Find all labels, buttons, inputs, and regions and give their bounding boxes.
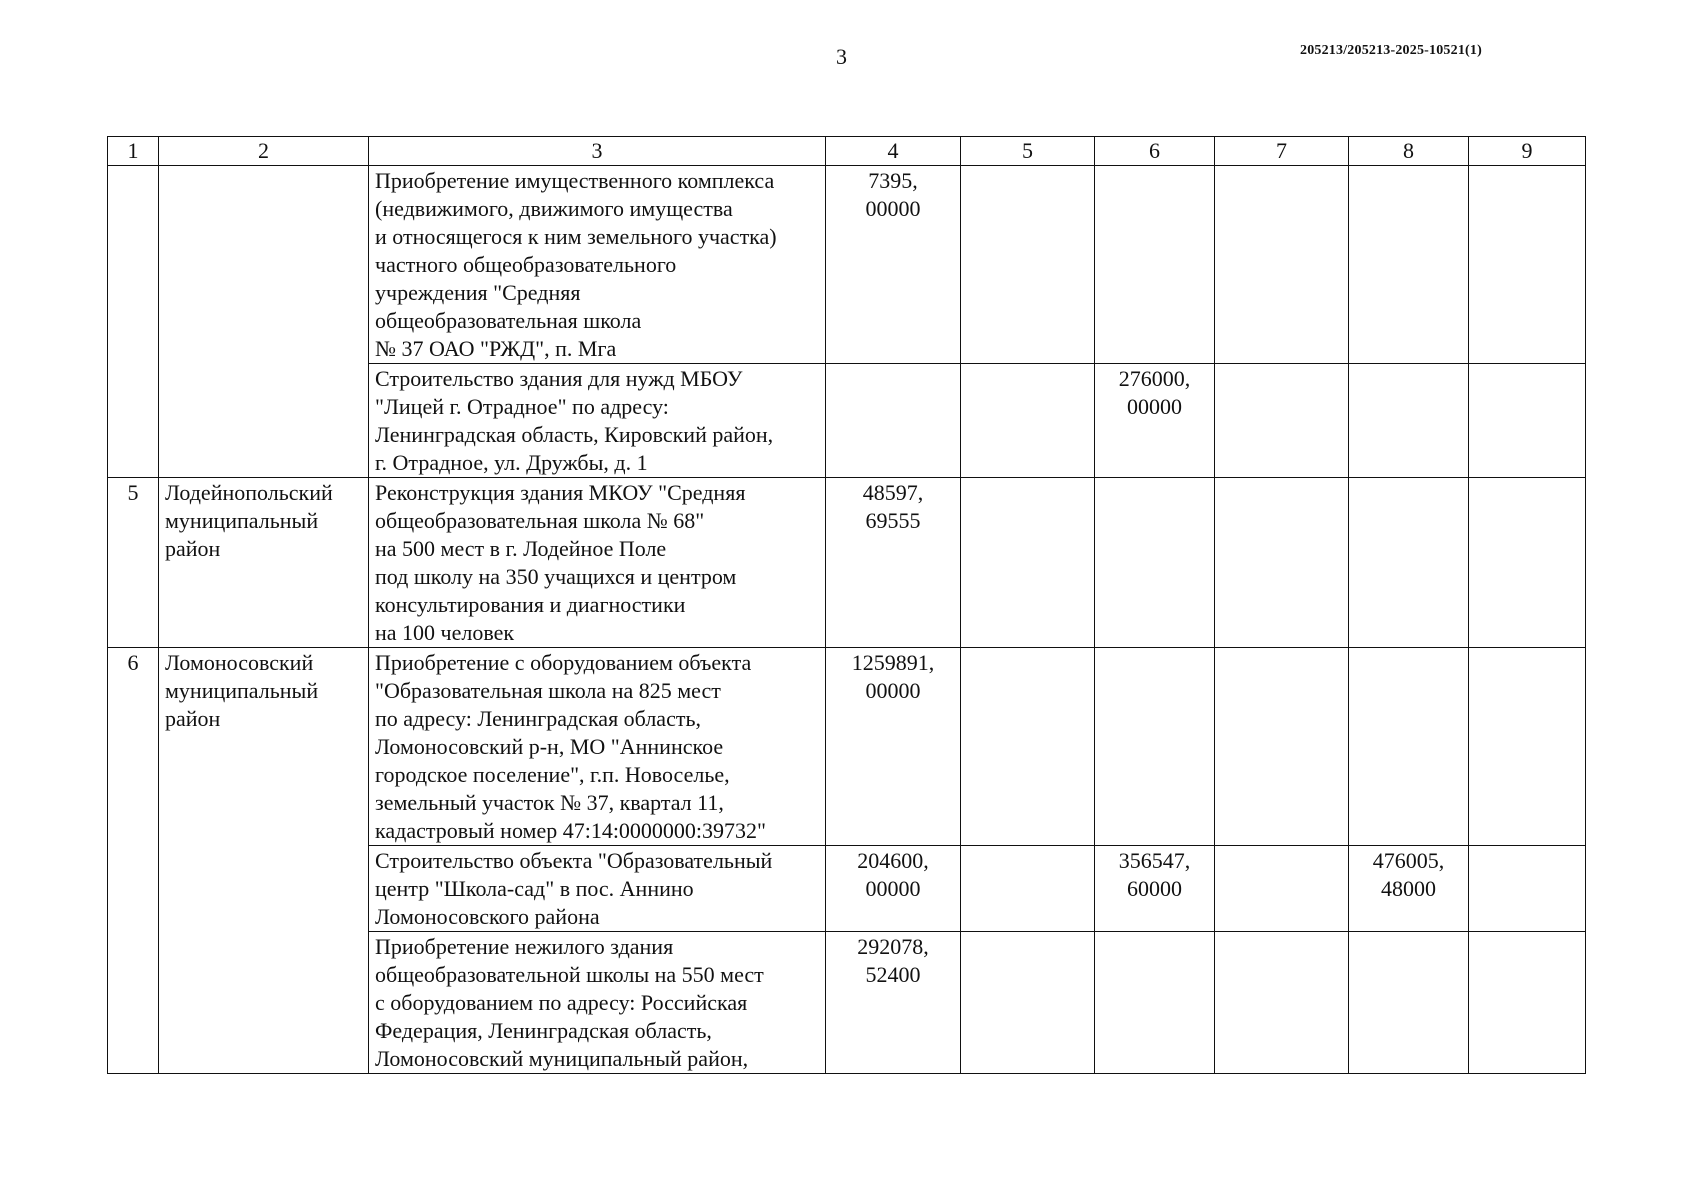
object-description-cell: Приобретение нежилого здания общеобразовательной школы на 550 мест с оборудованием по адресу: Российская Федерация, Ленинградская область, Ломоносовский муниципальный район, [369,932,826,1074]
row-number-cell: 6 [108,648,159,1074]
column-header-6: 6 [1095,137,1215,166]
value-cell-col7 [1215,846,1349,932]
table-row [108,166,1586,364]
value-cell-col4: 204600, 00000 [826,846,961,932]
value-cell-col6 [1095,478,1215,648]
value-cell-col7 [1215,932,1349,1074]
value-cell-col6: 276000, 00000 [1095,364,1215,478]
value-cell-col9 [1469,846,1586,932]
column-number-header-row [108,137,1586,166]
value-cell-col7 [1215,478,1349,648]
value-cell-col8 [1349,166,1469,364]
column-header-5: 5 [961,137,1095,166]
value-cell-col4: 292078, 52400 [826,932,961,1074]
value-cell-col9 [1469,648,1586,846]
district-cell [159,166,369,478]
object-description-cell: Строительство здания для нужд МБОУ "Лицей г. Отрадное" по адресу: Ленинградская область, Кировский район, г. Отрадное, ул. Дружбы, д. 1 [369,364,826,478]
value-cell-col6 [1095,932,1215,1074]
value-cell-col4: 48597, 69555 [826,478,961,648]
value-cell-col9 [1469,932,1586,1074]
column-header-3: 3 [369,137,826,166]
object-description-cell: Реконструкция здания МКОУ "Средняя общеобразовательная школа № 68" на 500 мест в г. Лодейное Поле под школу на 350 учащихся и центром консультирования и диагностики на 100 человек [369,478,826,648]
column-header-2: 2 [159,137,369,166]
investment-objects-table [107,136,1586,1074]
value-cell-col8: 476005, 48000 [1349,846,1469,932]
value-cell-col8 [1349,478,1469,648]
value-cell-col7 [1215,648,1349,846]
value-cell-col7 [1215,166,1349,364]
row-number-cell: 5 [108,478,159,648]
value-cell-col8 [1349,648,1469,846]
value-cell-col8 [1349,364,1469,478]
value-cell-col5 [961,364,1095,478]
value-cell-col4 [826,364,961,478]
value-cell-col6 [1095,648,1215,846]
table-row [108,648,1586,846]
page-number: 3 [836,44,847,69]
value-cell-col9 [1469,364,1586,478]
table-row [108,478,1586,648]
district-cell: Ломоносовский муниципальный район [159,648,369,1074]
column-header-4: 4 [826,137,961,166]
object-description-cell: Строительство объекта "Образовательный центр "Школа-сад" в пос. Аннино Ломоносовского района [369,846,826,932]
object-description-cell: Приобретение с оборудованием объекта "Образовательная школа на 825 мест по адресу: Ленинградская область, Ломоносовский р-н, МО "Аннинское городское поселение", г.п. Новоселье, земельный участок № 37, квартал 11, кадастровый номер 47:14:0000000:39732" [369,648,826,846]
value-cell-col6: 356547, 60000 [1095,846,1215,932]
column-header-7: 7 [1215,137,1349,166]
value-cell-col9 [1469,166,1586,364]
column-header-9: 9 [1469,137,1586,166]
value-cell-col5 [961,932,1095,1074]
column-header-1: 1 [108,137,159,166]
value-cell-col7 [1215,364,1349,478]
value-cell-col5 [961,478,1095,648]
value-cell-col5 [961,846,1095,932]
value-cell-col9 [1469,478,1586,648]
row-number-cell [108,166,159,478]
document-id: 205213/205213-2025-10521(1) [1300,43,1482,58]
value-cell-col4: 1259891, 00000 [826,648,961,846]
value-cell-col4: 7395, 00000 [826,166,961,364]
value-cell-col6 [1095,166,1215,364]
value-cell-col8 [1349,932,1469,1074]
value-cell-col5 [961,648,1095,846]
value-cell-col5 [961,166,1095,364]
object-description-cell: Приобретение имущественного комплекса (недвижимого, движимого имущества и относящегося к ним земельного участка) частного общеобразовательного учреждения "Средняя общеобразовательная школа № 37 ОАО "РЖД", п. Мга [369,166,826,364]
district-cell: Лодейнопольский муниципальный район [159,478,369,648]
column-header-8: 8 [1349,137,1469,166]
